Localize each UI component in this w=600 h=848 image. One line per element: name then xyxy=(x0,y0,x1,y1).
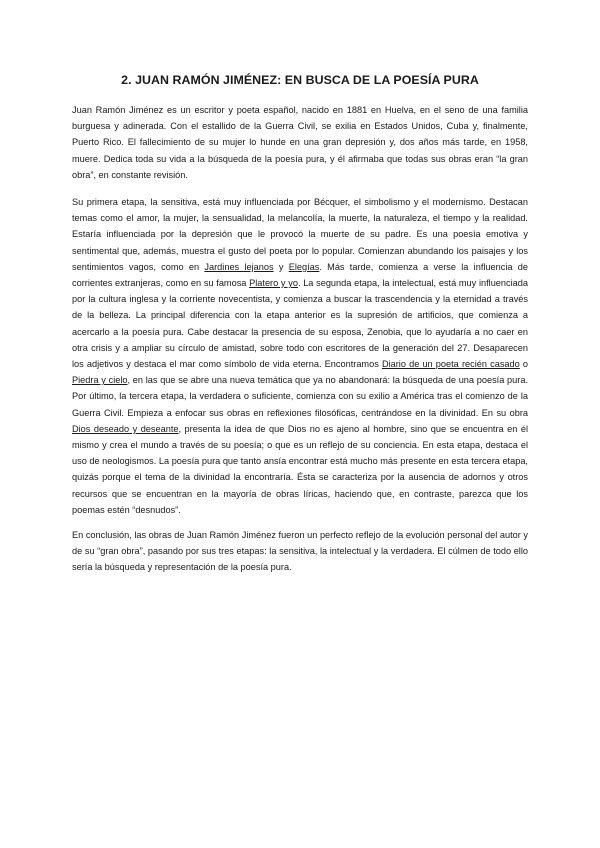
document-title: 2. JUAN RAMÓN JIMÉNEZ: EN BUSCA DE LA POESÍA PURA xyxy=(121,73,479,87)
work-title-dios-deseado: Dios deseado y deseante xyxy=(72,423,179,434)
paragraph-text: , en las que se abre una nueva temática que ya no abandonará: la búsqueda de una poesía pura. Por último, la tercera etapa, la verdadera o suficiente, comienza con su exilio a América tras el comienzo de la Guerra Civil. Empieza a enfocar sus obras en reflexiones filosóficas, centrándose en la divinidad. En su obra xyxy=(72,375,528,418)
paragraph-text: . La segunda etapa, la intelectual, está muy influenciada por la cultura inglesa y la corriente novecentista, y comienza a buscar la trascendencia y la eternidad a través de la belleza. La principal diferencia con la etapa anterior es la supresión de artificios, que comienza a acercarlo a la poesía pura. Cabe destacar la presencia de su esposa, Zenobia, que lo ayudaría a no caer en otra crisis y a ampliar su círculo de amistad, sobre todo con escritores de la generación del 27. Desaparecen los adjetivos y destaca el mar como símbolo de vida eterna. Encontramos xyxy=(72,278,528,370)
paragraph-text: , presenta la idea de que Dios no es ajeno al hombre, sino que se encuentra en él mismo y crea el mundo a través de su poesía; o que es un reflejo de su conciencia. En esta etapa, destaca el uso de neologismos. La poesía pura que tanto ansía encontrar está mucho más presente en esta tercera etapa, quizás porque el tema de la divinidad la encontraría. Ésta se caracteriza por la ausencia de adornos y otros recursos que se encuentran en la mayoría de obras líricas, haciendo que, en contraste, parezca que los poemas estén “desnudos”. xyxy=(72,423,529,515)
paragraph-biography: Juan Ramón Jiménez es un escritor y poeta español, nacido en 1881 en Huelva, en el seno de una familia burguesa y adinerada. Con el estallido de la Guerra Civil, se exilia en Estados Unidos, Cuba y, finalmente, Puerto Rico. El fallecimiento de su mujer lo hunde en una gran depresión y, dos años más tarde, en 1958, muere. Dedica toda su vida a la búsqueda de la poesía pura, y él afirmaba que todas sus obras eran “la gran obra”, en constante revisión. xyxy=(72,105,528,180)
work-title-piedra-y-cielo: Piedra y cielo xyxy=(72,375,128,386)
paragraph-text: o xyxy=(519,359,529,370)
paragraph-text: Su primera etapa, la sensitiva, está muy influenciada por Bécquer, el simbolismo y el modernismo. Destacan temas como el amor, la mujer, la sensualidad, la melancolía, la muerte, la naturaleza, el tiempo y la realidad. Estaría influenciada por la depresión que le provocó la muerte de su padre. Es una poesía emotiva y sentimental que, además, muestra el gusto del poeta por lo popular. Comienzan abundando los paisajes y los sentimientos vagos, como en xyxy=(72,197,528,272)
work-title-jardines-lejanos: Jardines lejanos xyxy=(204,261,274,272)
paragraph-stages xyxy=(72,194,528,518)
work-title-elegias: Elegías xyxy=(288,261,320,272)
work-title-diario-de-un-poeta: Diario de un poeta recién casado xyxy=(381,359,520,370)
paragraph-text: . Más tarde, comienza a verse la influencia de corrientes extranjeras, como en su famosa xyxy=(72,261,528,289)
paragraph-text: y xyxy=(273,261,289,272)
paragraph-conclusion: En conclusión, las obras de Juan Ramón Jiménez fueron un perfecto reflejo de la evolución personal del autor y de su “gran obra”, pasando por sus tres etapas: la sensitiva, la intelectual y la verdadera. El cúlmen de todo ello sería la búsqueda y representación de la poesía pura. xyxy=(72,530,528,573)
work-title-platero-y-yo: Platero y yo xyxy=(249,278,298,289)
